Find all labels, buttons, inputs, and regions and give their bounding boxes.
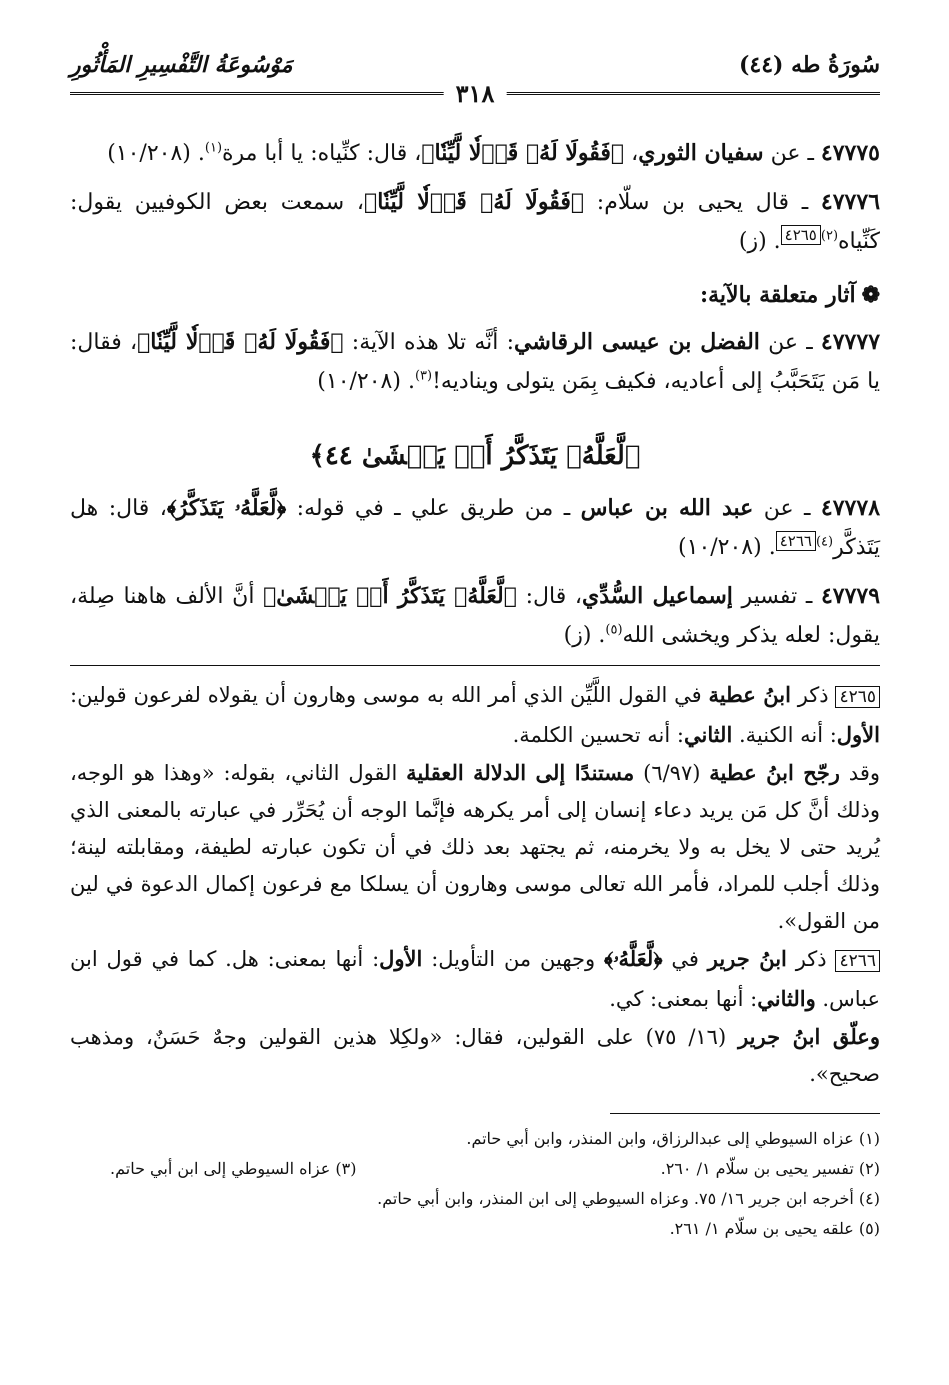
commentary-text: في [662,947,708,971]
narrator-name: الفضل بن عيسى الرقاشي [514,329,760,355]
commentary-number-box: ٤٢٦٦ [835,950,880,972]
entry-text: ـ عن [759,330,813,355]
entry-47779 [70,577,880,655]
commentary-4265 [70,676,880,754]
quran-quote: ﴿لَّعَلَّهُۥ يَتَذَكَّرُ أَوۡ يَخۡشَىٰ﴾ [263,583,517,609]
section-title [70,277,880,313]
entry-text: ، قال: هل يَتَذكَّر [70,496,880,560]
entry-text: ، سمعت بعض الكوفيين يقول: كَنِّياه [70,190,880,254]
commentary-label: مستندًا إلى الدلالة العقلية [406,760,635,785]
verse-heading: ﴿لَّعَلَّهُۥ يَتَذَكَّرُ أَوۡ يَخۡشَىٰ ٤٤﴾ [309,441,641,471]
entry-47776 [70,183,880,261]
entry-47778 [70,489,880,567]
footnotes [70,1124,880,1244]
scholar-name: رجّح ابنُ عطية [709,760,840,785]
entry-text: ، قال: [516,584,582,609]
footnote-1: (١) عزاه السيوطي إلى عبدالرزاق، وابن المنذر، وابن أبي حاتم. [466,1129,880,1148]
commentary-text: : أنه الكنية. [732,723,837,747]
footnote-ref[interactable]: (٢) [820,228,839,244]
commentary-ref-box[interactable]: ٤٢٦٥ [781,225,821,245]
entry-text: ـ قال يحيى بن سلّام: [584,190,809,215]
commentary-block [70,676,880,1093]
commentary-text: ذكر [786,947,836,971]
quran-quote: ﴿فَقُولَا لَهُۥ قَوۡلٗا لَّيِّنٗا﴾ [421,140,625,166]
scholar-name: ابنُ عطية [708,682,791,707]
scholar-name: ابنُ جرير [738,1024,821,1049]
entry-47777 [70,323,880,401]
entry-text: ، فقال: يا مَن يَتَحَبَّبُ إلى أعاديه، فكيف بِمَن يتولى ويناديه! [70,330,880,394]
commentary-label: والثاني [757,986,816,1011]
entry-text: ـ من طريق علي ـ في قوله: [286,496,581,521]
entry-number: ٤٧٧٧٨ [820,495,881,521]
entry-number: ٤٧٧٧٧ [820,329,881,355]
surah-header: سُورَةُ طه (٤٤) [738,52,880,78]
document-page [70,52,880,1372]
entry-number: ٤٧٧٧٦ [820,189,881,215]
commentary-tarjih [70,754,880,940]
footnote-2: (٢) تفسير يحيى بن سلّام ١/ ٢٦٠. [660,1159,880,1178]
entry-text: ـ عن [753,496,811,521]
entry-text: : أنَّه تلا هذه الآية: [343,330,515,355]
commentary-label: الثاني [683,722,733,747]
commentary-label: الأول [836,722,880,747]
flower-ornament-icon: ❁ [861,282,880,308]
commentary-text: وقد [839,761,881,785]
entry-number: ٤٧٧٧٩ [820,583,881,609]
running-header [70,52,880,108]
entry-number: ٤٧٧٧٥ [820,140,880,166]
scholar-name: ابنُ جرير [707,946,787,971]
book-title-header: مَوْسُوعَةُ التَّفْسِيرِ المَأْثُورِ [70,52,293,78]
commentary-label: وعلّق [820,1024,880,1049]
commentary-label: الأول [379,946,423,971]
commentary-text: ذكر [790,683,836,707]
commentary-text: (١٦/ ٧٥) على القولين، فقال: «ولكِلا هذين القولين وجهٌ حَسَنٌ، ومذهب صحيح». [70,1025,880,1086]
entry-text: ، [624,141,639,166]
commentary-4266 [70,940,880,1018]
section-title-text: آثار متعلقة بالآية: [700,282,856,308]
footnote-3: (٣) عزاه السيوطي إلى ابن أبي حاتم. [110,1159,357,1178]
footnote-ref[interactable]: (٥) [605,622,623,638]
narrator-name: إسماعيل السُّدِّي [581,583,733,609]
page-number: ٣١٨ [444,79,507,108]
entry-text: ـ عن [763,141,814,166]
footnote-ref[interactable]: (٤) [815,534,834,550]
quran-quote: ﴿فَقُولَا لَهُۥ قَوۡلٗا لَّيِّنٗا﴾ [364,189,585,215]
commentary-separator [70,665,880,666]
quran-quote: ﴿لَّعَلَّهُۥ يَتَذَكَّرُ﴾ [166,495,287,521]
commentary-text: : أنها بمعنى: كي. [609,987,758,1011]
narrator-name: عبد الله بن عباس [580,495,754,521]
footnote-4: (٤) أخرجه ابن جرير ١٦/ ٧٥. وعزاه السيوطي إلى ابن المنذر، وابن أبي حاتم. [377,1189,880,1208]
footnote-5: (٥) علقه يحيى بن سلّام ١/ ٢٦١. [669,1219,880,1238]
commentary-taliq [70,1018,880,1093]
entry-47775 [70,134,880,173]
entry-text: ـ تفسير [732,584,813,609]
footnote-row-2-3 [70,1154,880,1184]
entry-source: . (١٠/٢٠٨) [107,141,205,166]
commentary-text: : أنه تحسين الكلمة. [512,723,684,747]
entry-source: . (١٠/٢٠٨) [678,535,776,560]
entry-text: ، قال: كنِّياه: يا أبا مرة [222,141,422,166]
commentary-ref-box[interactable]: ٤٢٦٦ [776,531,816,551]
entry-source: . (١٠/٢٠٨) [317,369,415,394]
commentary-text: في القول اللَّيِّن الذي أمر الله به موسى وهارون أن يقولاه لفرعون قولين: [70,683,709,707]
commentary-text: القول الثاني، بقوله: «وهذا هو الوجه، وذلك أنَّ كل مَن يريد دعاء إنسان إلى أمر يكرهه فإنَّما الوجه أن يُحَرِّر في عبارته بالمعنى الذي يُريد حتى لا يخل به ولا يخرمنه، ثم يجتهد بعد ذلك في أن تكون عبارته لطيفة، ومقابلته لينة؛ وذلك أجلب للمراد، فأمر الله تعالى موسى وهارون أن يسلكا مع فرعون إكمال الدعوة في لين من القول». [70,761,880,933]
commentary-text: (٦/٩٧) [634,761,710,785]
narrator-name: سفيان الثوري [638,140,764,166]
footnote-ref[interactable]: (٣) [414,368,433,384]
entry-source: . (ز) [563,623,606,648]
commentary-text: وجهين من التأويل: [422,947,604,971]
quran-quote: ﴿فَقُولَا لَهُۥ قَوۡلٗا لَّيِّنٗا﴾ [137,329,344,355]
footnote-separator [610,1113,880,1114]
entry-source: . (ز) [738,229,781,254]
commentary-number-box: ٤٢٦٥ [835,686,880,708]
quran-quote: ﴿لَّعَلَّهُۥ﴾ [603,946,663,971]
commentary-text: : أنها بمعنى: هل. كما في قول ابن عباس. [70,947,880,1011]
entry-text: أنَّ الألف هاهنا صِلة، يقول: لعله يذكر ويخشى الله [70,584,880,648]
footnote-ref[interactable]: (١) [204,140,223,156]
